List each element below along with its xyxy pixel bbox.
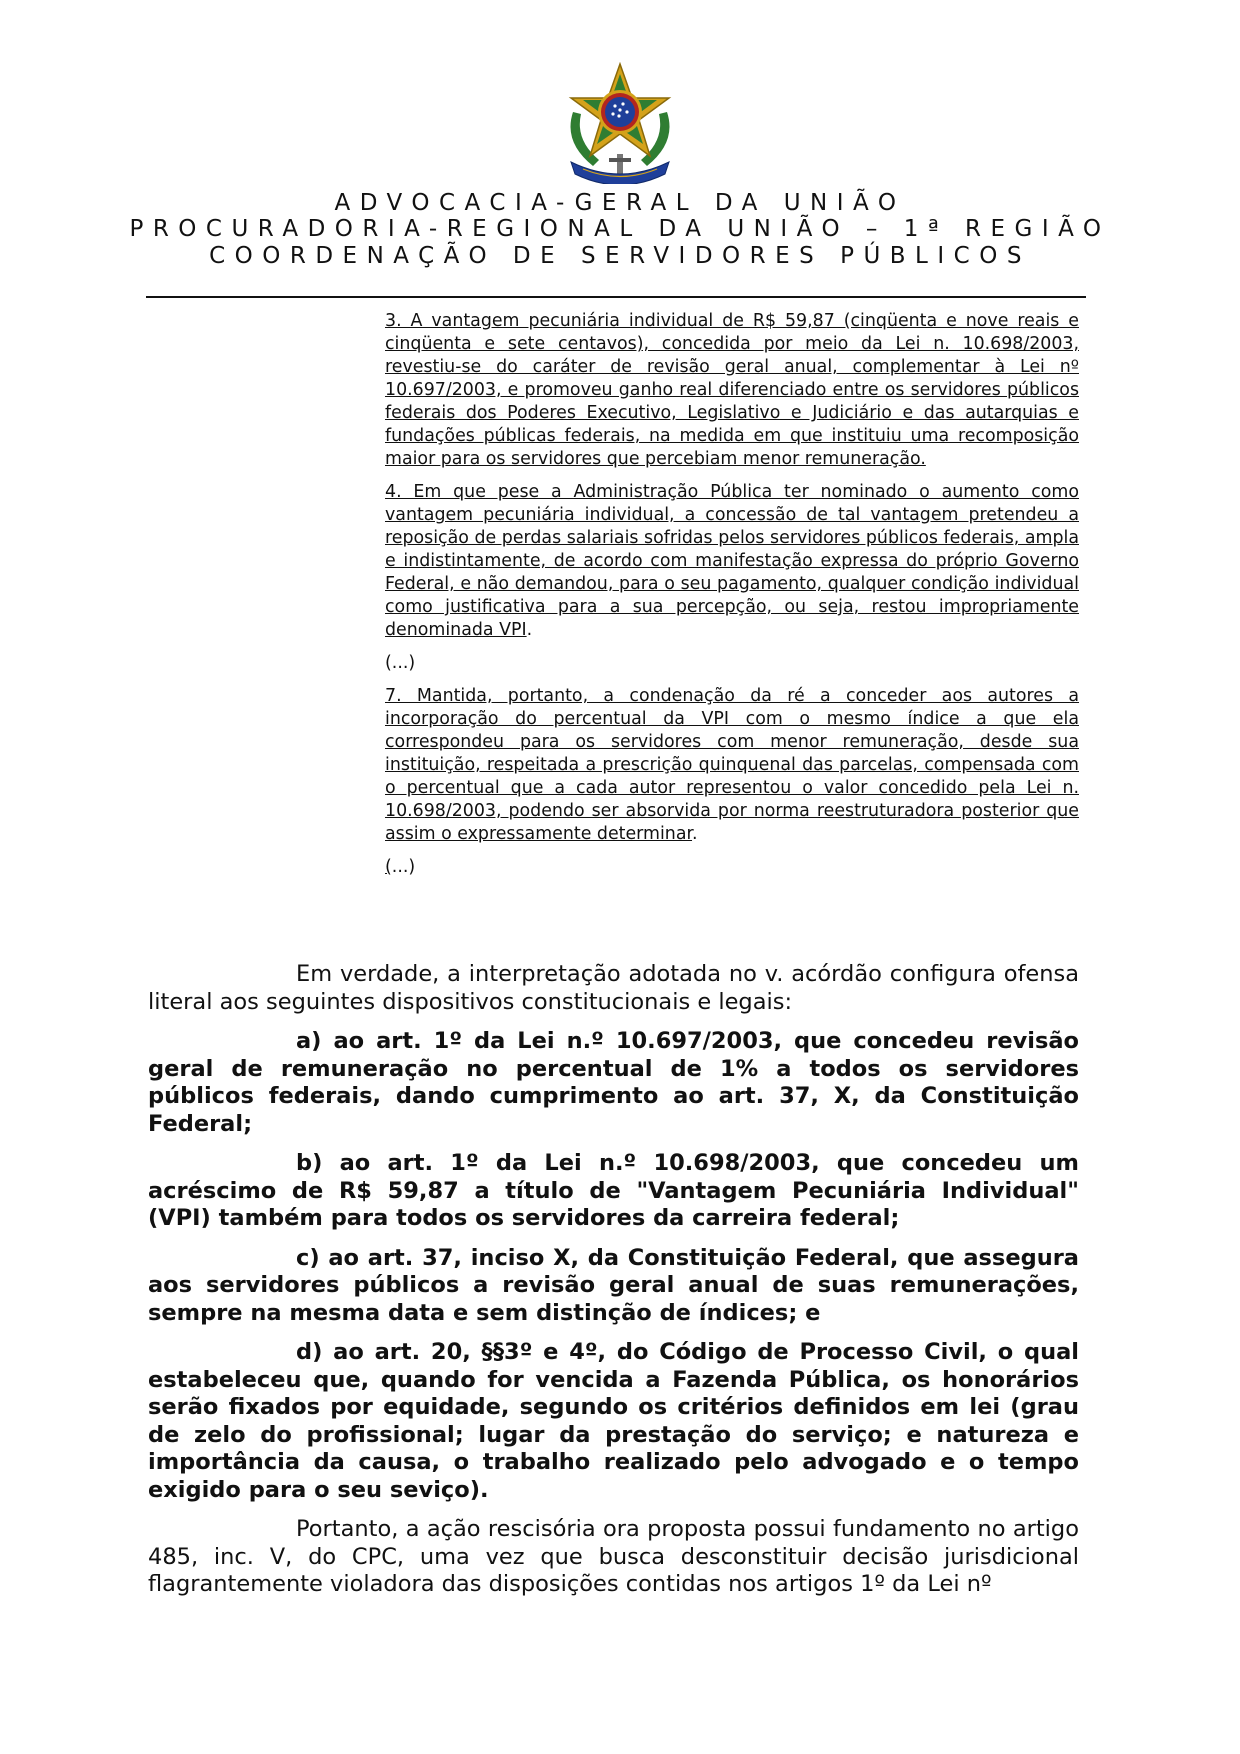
item-d: d) ao art. 20, §§3º e 4º, do Código de Processo Civil, o qual estabeleceu que, quando for vencida a Fazenda Pública, os honorários serão fixados por equidade, segundo os critérios definidos em lei (grau de zelo do profissional; lugar da prestação do serviço; e natureza e importância da causa, o trabalho realizado pelo advogado e o tempo exigido para o seu seviço). [148, 1339, 1079, 1503]
quote-paragraph-3-text: 3. A vantagem pecuniária individual de R$ 59,87 (cinqüenta e nove reais e cinqüenta e sete centavos), concedida por meio da Lei n. 10.698/2003, revestiu-se do caráter de revisão geral anual, complementar à Lei nº 10.697/2003, e promoveu ganho real diferenciado entre os servidores públicos federais dos Poderes Executivo, Legislativo e Judiciário e das autarquias e fundações públicas federais, na medida em que instituiu uma recomposição maior para os servidores que percebiam menor remuneração. [385, 311, 1079, 469]
item-a: a) ao art. 1º da Lei n.º 10.697/2003, que concedeu revisão geral de remuneração no percentual de 1% a todos os servidores públicos federais, dando cumprimento ao art. 37, X, da Constituição Federal; [148, 1028, 1079, 1137]
regional-office-title: PROCURADORIA-REGIONAL DA UNIÃO – 1ª REGIÃO [129, 216, 1111, 242]
item-b: b) ao art. 1º da Lei n.º 10.698/2003, que concedeu um acréscimo de R$ 59,87 a título de "Vantagem Pecuniária Individual" (VPI) também para todos os servidores da carreira federal; [148, 1150, 1079, 1231]
quoted-excerpt [385, 310, 1079, 889]
body-text [148, 961, 1079, 1611]
conclusion-paragraph: Portanto, a ação rescisória ora proposta possui fundamento no artigo 485, inc. V, do CPC, uma vez que busca desconstituir decisão jurisdicional flagrantemente violadora das disposições contidas nos artigos 1º da Lei nº [148, 1516, 1079, 1597]
quote-ellipsis-2-open: ( [385, 857, 392, 877]
quote-paragraph-3 [385, 310, 1079, 471]
quote-paragraph-4-period: . [526, 620, 533, 640]
quote-ellipsis-2-rest: ...) [391, 857, 416, 877]
quote-paragraph-4-text: 4. Em que pese a Administração Pública ter nominado o aumento como vantagem pecuniária individual, a concessão de tal vantagem pretendeu a reposição de perdas salariais sofridas pelos servidores públicos federais, ampla e indistintamente, de acordo com manifestação expressa do próprio Governo Federal, e não demandou, para o seu pagamento, qualquer condição individual como justificativa para a sua percepção, ou seja, restou impropriamente denominada VPI [385, 482, 1079, 640]
quote-paragraph-4 [385, 481, 1079, 642]
quote-paragraph-7 [385, 685, 1079, 846]
coat-of-arms-icon [553, 62, 687, 184]
quote-paragraph-7-period: . [692, 824, 698, 844]
quote-paragraph-7-text: 7. Mantida, portanto, a condenação da ré a conceder aos autores a incorporação do percentual da VPI com o mesmo índice a que ela correspondeu para os servidores com menor remuneração, desde sua instituição, respeitada a prescrição quinquenal das parcelas, compensada com o percentual que a cada autor representou o valor concedido pela Lei n. 10.698/2003, podendo ser absorvida por norma reestruturadora posterior que assim o expressamente determinar [385, 686, 1079, 844]
agency-title: ADVOCACIA-GERAL DA UNIÃO [334, 190, 906, 216]
item-c: c) ao art. 37, inciso X, da Constituição Federal, que assegura aos servidores públicos a revisão geral anual de suas remunerações, sempre na mesma data e sem distinção de índices; e [148, 1244, 1079, 1326]
coordination-title: COORDENAÇÃO DE SERVIDORES PÚBLICOS [209, 243, 1031, 269]
quote-ellipsis-2 [385, 856, 1079, 879]
quote-ellipsis-1: (...) [385, 653, 416, 673]
header-divider [146, 296, 1086, 298]
intro-paragraph: Em verdade, a interpretação adotada no v. acórdão configura ofensa literal aos seguintes dispositivos constitucionais e legais: [148, 961, 1079, 1015]
